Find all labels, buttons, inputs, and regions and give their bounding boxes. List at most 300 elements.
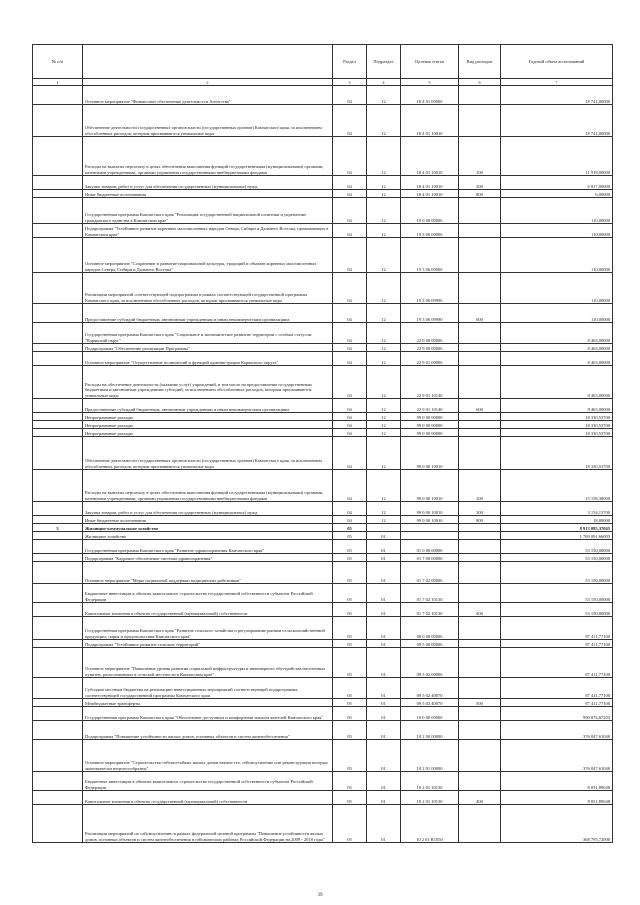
row-expense-type <box>459 772 501 791</box>
row-name: Субсидии местным бюджетам на реализацию инвестиционных мероприятий соответствующей подпрограммы соответствующей государственной программы Камчатского края <box>83 678 333 699</box>
row-amount: 8 463,00000 <box>501 366 613 399</box>
table-row <box>33 323 613 344</box>
header-no: № п/п <box>33 45 83 79</box>
row-amount: 8 913 085,37045 <box>501 524 613 532</box>
row-razdel: 05 <box>333 648 367 678</box>
row-amount: 6,00000 <box>501 190 613 198</box>
row-amount: 53 150,00000 <box>501 584 613 603</box>
row-podrazdel: 01 <box>367 584 401 603</box>
row-amount: 990 074,67203 <box>501 707 613 721</box>
row-expense-type: 600 <box>459 399 501 413</box>
row-name: Подпрограмма "Устойчивое развитие коренных малочисленных народов Севера, Сибири и Дальнего Востока, проживающих в Камчатском крае" <box>83 224 333 238</box>
table-row <box>33 603 613 617</box>
row-target-article: 09 5 02 00000 <box>401 648 459 678</box>
column-index-row <box>33 79 613 86</box>
row-expense-type <box>459 323 501 344</box>
row-expense-type <box>459 540 501 554</box>
row-name: Предоставление субсидий бюджетным, автономным учреждениям и иным некоммерческим организациям <box>83 304 333 323</box>
row-expense-type: 100 <box>459 470 501 502</box>
column-index: 7 <box>501 79 613 86</box>
row-razdel: 04 <box>333 421 367 429</box>
table-row <box>33 617 613 640</box>
header-target-article: Целевая статья <box>401 45 459 79</box>
row-target-article: 22 9 01 00000 <box>401 352 459 366</box>
row-expense-type <box>459 238 501 273</box>
table-row <box>33 176 613 190</box>
row-target-article: 10 2 01 R1050 <box>401 805 459 843</box>
row-number <box>33 516 83 524</box>
row-expense-type <box>459 584 501 603</box>
row-amount: 8 463,00000 <box>501 399 613 413</box>
row-podrazdel: 12 <box>367 437 401 470</box>
row-number <box>33 399 83 413</box>
row-name: Основное мероприятие "Повышение уровня развития социальной инфраструктуры и инженерного обустройства населенных пунктов, расположенных в сельской местности в Камчатском крае" <box>83 648 333 678</box>
row-number <box>33 304 83 323</box>
row-podrazdel: 12 <box>367 421 401 429</box>
row-name: Предоставление субсидий бюджетным, автономным учреждениям и иным некоммерческим организациям <box>83 399 333 413</box>
table-row <box>33 554 613 562</box>
row-expense-type: 200 <box>459 502 501 516</box>
table-row <box>33 86 613 105</box>
row-target-article: 22 9 00 00000 <box>401 344 459 352</box>
row-number <box>33 366 83 399</box>
row-expense-type <box>459 554 501 562</box>
row-target-article: 10 2 00 00000 <box>401 721 459 740</box>
row-podrazdel: 12 <box>367 176 401 190</box>
row-target-article: 99 0 00 00000 <box>401 429 459 437</box>
row-podrazdel: 12 <box>367 273 401 304</box>
row-expense-type: 800 <box>459 190 501 198</box>
table-row <box>33 366 613 399</box>
row-podrazdel: 12 <box>367 238 401 273</box>
row-expense-type <box>459 344 501 352</box>
budget-table <box>32 44 613 843</box>
row-expense-type: 400 <box>459 603 501 617</box>
row-target-article: 22 9 01 10140 <box>401 399 459 413</box>
row-number <box>33 352 83 366</box>
table-row <box>33 399 613 413</box>
row-expense-type <box>459 86 501 105</box>
row-amount: 110,00000 <box>501 198 613 224</box>
row-number <box>33 502 83 516</box>
row-amount: 87 411,77100 <box>501 678 613 699</box>
row-name: Непрограммные расходы <box>83 421 333 429</box>
row-number <box>33 699 83 707</box>
row-razdel: 05 <box>333 740 367 772</box>
row-amount: 110,00000 <box>501 273 613 304</box>
row-number <box>33 429 83 437</box>
row-target-article: 18 4 01 10010 <box>401 176 459 190</box>
row-podrazdel: 01 <box>367 678 401 699</box>
row-name: Иные бюджетные ассигнования <box>83 516 333 524</box>
row-amount: 53 150,00000 <box>501 603 613 617</box>
row-name: Основное мероприятие "Меры социальной поддержки медицинских работников" <box>83 562 333 584</box>
row-amount: 368 795,72000 <box>501 805 613 843</box>
row-podrazdel: 12 <box>367 304 401 323</box>
row-expense-type <box>459 437 501 470</box>
row-expense-type <box>459 532 501 540</box>
row-podrazdel: 12 <box>367 516 401 524</box>
table-row <box>33 584 613 603</box>
row-razdel: 04 <box>333 399 367 413</box>
row-amount: 3 154,15700 <box>501 502 613 516</box>
table-row <box>33 648 613 678</box>
row-expense-type <box>459 224 501 238</box>
row-name: Основное мероприятие "Финансовое обеспечение деятельности Агентства" <box>83 86 333 105</box>
row-number <box>33 617 83 640</box>
row-amount: 8 463,00000 <box>501 344 613 352</box>
row-target-article: 08 0 00 00000 <box>401 617 459 640</box>
row-target-article: 99 0 00 10010 <box>401 437 459 470</box>
row-razdel: 05 <box>333 699 367 707</box>
row-name: Капитальные вложения в объекты государственной (муниципальной) собственности <box>83 791 333 805</box>
row-name: Обеспечение деятельности государственных органов власти (государственных органов) Камчатского края, за исключением обособленных расходов, которым присваиваются уникальные коды <box>83 437 333 470</box>
row-target-article: 18 4 01 10010 <box>401 190 459 198</box>
row-expense-type <box>459 366 501 399</box>
row-amount: 6 817,00000 <box>501 176 613 190</box>
row-name: Закупка товаров, работ и услуг для обеспечения государственных (муниципальных) нужд <box>83 502 333 516</box>
row-amount: 18 330,53700 <box>501 413 613 421</box>
row-target-article: 01 0 00 00000 <box>401 540 459 554</box>
row-razdel: 04 <box>333 224 367 238</box>
row-amount: 53 150,00000 <box>501 540 613 554</box>
row-podrazdel: 12 <box>367 344 401 352</box>
row-podrazdel: 12 <box>367 429 401 437</box>
row-amount: 110,00000 <box>501 238 613 273</box>
row-razdel: 04 <box>333 502 367 516</box>
row-amount: 15 158,38000 <box>501 470 613 502</box>
row-razdel: 05 <box>333 540 367 554</box>
row-target-article: 01 7 00 00000 <box>401 554 459 562</box>
row-podrazdel: 01 <box>367 707 401 721</box>
table-row <box>33 224 613 238</box>
row-podrazdel: 12 <box>367 137 401 176</box>
row-target-article <box>401 532 459 540</box>
row-podrazdel: 01 <box>367 772 401 791</box>
row-podrazdel: 01 <box>367 532 401 540</box>
table-row <box>33 721 613 740</box>
row-target-article: 99 0 00 00000 <box>401 413 459 421</box>
row-razdel: 04 <box>333 344 367 352</box>
row-number <box>33 707 83 721</box>
row-number <box>33 323 83 344</box>
row-target-article: 18 4 01 10010 <box>401 105 459 137</box>
row-name: Реализация мероприятий по сейсмоусилению в рамках федеральной целевой программы "Повышение устойчивости жилых домов, основных объектов и систем жизнеобеспечения в сейсмических районах Российской Федерации на 2009 - 2018 годы" <box>83 805 333 843</box>
row-amount: 53 150,00000 <box>501 554 613 562</box>
row-expense-type <box>459 805 501 843</box>
row-target-article: 10 0 00 00000 <box>401 707 459 721</box>
header-razdel: Раздел <box>333 45 367 79</box>
row-target-article: 19 0 00 00000 <box>401 198 459 224</box>
row-name: Обеспечение деятельности государственных органов власти (государственных органов) Камчатского края, за исключением обособленных расходов, которым присваиваются уникальные коды <box>83 105 333 137</box>
row-number <box>33 540 83 554</box>
row-target-article: 18 4 01 10010 <box>401 137 459 176</box>
header-expense-type: Вид расходов <box>459 45 501 79</box>
row-podrazdel: 12 <box>367 366 401 399</box>
row-expense-type <box>459 413 501 421</box>
row-podrazdel: 12 <box>367 86 401 105</box>
row-target-article: 99 0 00 10010 <box>401 516 459 524</box>
table-row <box>33 502 613 516</box>
row-expense-type <box>459 524 501 532</box>
row-number <box>33 198 83 224</box>
row-razdel: 04 <box>333 198 367 224</box>
row-number <box>33 603 83 617</box>
row-razdel: 05 <box>333 524 367 532</box>
row-amount: 18 741,00000 <box>501 86 613 105</box>
table-row <box>33 352 613 366</box>
row-amount: 18 330,53700 <box>501 429 613 437</box>
header-podrazdel: Подраздел <box>367 45 401 79</box>
table-row <box>33 640 613 648</box>
row-expense-type: 600 <box>459 304 501 323</box>
row-amount: 110,00000 <box>501 304 613 323</box>
row-podrazdel: 01 <box>367 554 401 562</box>
row-podrazdel: 01 <box>367 603 401 617</box>
row-target-article: 19 3 00 00000 <box>401 224 459 238</box>
row-expense-type <box>459 640 501 648</box>
row-name: Непрограммные расходы <box>83 413 333 421</box>
row-target-article: 99 0 00 10010 <box>401 470 459 502</box>
row-podrazdel: 12 <box>367 502 401 516</box>
row-number <box>33 640 83 648</box>
row-number <box>33 176 83 190</box>
row-name: Непрограммные расходы <box>83 429 333 437</box>
row-razdel: 04 <box>333 273 367 304</box>
row-razdel: 05 <box>333 532 367 540</box>
row-target-article: 19 3 06 09990 <box>401 304 459 323</box>
row-expense-type <box>459 273 501 304</box>
table-row <box>33 137 613 176</box>
row-razdel: 05 <box>333 562 367 584</box>
row-name: Государственная программа Камчатского края "Развитие здравоохранения Камчатского края" <box>83 540 333 554</box>
row-expense-type: 200 <box>459 176 501 190</box>
table-header-row <box>33 45 613 79</box>
row-amount: 87 411,77100 <box>501 640 613 648</box>
row-expense-type <box>459 617 501 640</box>
row-target-article: 18 4 01 00000 <box>401 86 459 105</box>
table-row <box>33 740 613 772</box>
row-name: Межбюджетные трансферты <box>83 699 333 707</box>
row-podrazdel: 01 <box>367 648 401 678</box>
row-name: Государственная программа Камчатского края "Обеспечение доступным и комфортным жильем жителей Камчатского края" <box>83 707 333 721</box>
row-number <box>33 721 83 740</box>
row-podrazdel <box>367 524 401 532</box>
row-target-article: 09 5 02 40070 <box>401 699 459 707</box>
row-expense-type <box>459 352 501 366</box>
row-target-article: 22 9 01 10140 <box>401 366 459 399</box>
row-number <box>33 532 83 540</box>
row-razdel: 04 <box>333 352 367 366</box>
row-razdel: 04 <box>333 176 367 190</box>
row-number <box>33 105 83 137</box>
row-podrazdel: 01 <box>367 805 401 843</box>
row-number <box>33 86 83 105</box>
row-amount: 8 051,89048 <box>501 772 613 791</box>
row-target-article: 19 3 06 00000 <box>401 238 459 273</box>
row-target-article: 99 0 00 00000 <box>401 421 459 429</box>
row-number <box>33 413 83 421</box>
row-expense-type: 400 <box>459 791 501 805</box>
table-row <box>33 524 613 532</box>
row-razdel: 05 <box>333 678 367 699</box>
row-target-article: 01 7 02 10130 <box>401 584 459 603</box>
row-razdel: 04 <box>333 304 367 323</box>
row-podrazdel: 01 <box>367 562 401 584</box>
table-row <box>33 516 613 524</box>
row-expense-type <box>459 429 501 437</box>
row-number <box>33 238 83 273</box>
table-row <box>33 105 613 137</box>
row-podrazdel: 12 <box>367 323 401 344</box>
row-razdel: 04 <box>333 323 367 344</box>
row-amount: 87 411,77100 <box>501 699 613 707</box>
row-number <box>33 137 83 176</box>
row-amount: 1 769 091,66003 <box>501 532 613 540</box>
row-amount: 8 051,89048 <box>501 791 613 805</box>
row-expense-type <box>459 707 501 721</box>
row-podrazdel: 12 <box>367 470 401 502</box>
row-target-article: 19 3 06 09990 <box>401 273 459 304</box>
row-razdel: 04 <box>333 238 367 273</box>
row-target-article: 09 5 00 00000 <box>401 640 459 648</box>
row-name: Закупка товаров, работ и услуг для обеспечения государственных (муниципальных) нужд <box>83 176 333 190</box>
row-number <box>33 740 83 772</box>
row-number <box>33 470 83 502</box>
table-row <box>33 304 613 323</box>
column-index: 3 <box>333 79 367 86</box>
column-index: 1 <box>33 79 83 86</box>
row-number <box>33 805 83 843</box>
row-target-article: 10 2 01 00000 <box>401 740 459 772</box>
row-number <box>33 437 83 470</box>
row-razdel: 04 <box>333 429 367 437</box>
row-amount: 18 330,53700 <box>501 421 613 429</box>
row-target-article <box>401 524 459 532</box>
row-target-article: 01 7 02 10130 <box>401 603 459 617</box>
row-target-article: 10 2 01 10130 <box>401 772 459 791</box>
row-podrazdel: 12 <box>367 190 401 198</box>
row-name: Бюджетные инвестиции в объекты капитального строительства государственной собственности субъектов Российской Федерации <box>83 584 333 603</box>
row-podrazdel: 01 <box>367 699 401 707</box>
row-name: Расходы на выплаты персоналу в целях обеспечения выполнения функций государственными (муниципальными) органами, казенными учреждениями, органами управления государственными внебюджетными фондами <box>83 470 333 502</box>
table-row <box>33 562 613 584</box>
table-row <box>33 429 613 437</box>
row-amount: 110,00000 <box>501 224 613 238</box>
row-number <box>33 273 83 304</box>
row-podrazdel: 12 <box>367 198 401 224</box>
table-row <box>33 437 613 470</box>
row-razdel: 04 <box>333 366 367 399</box>
row-target-article: 22 0 00 00000 <box>401 323 459 344</box>
row-razdel: 05 <box>333 603 367 617</box>
table-row <box>33 413 613 421</box>
row-expense-type <box>459 105 501 137</box>
row-podrazdel: 01 <box>367 540 401 554</box>
row-expense-type <box>459 678 501 699</box>
table-row <box>33 540 613 554</box>
row-amount: 18,00000 <box>501 516 613 524</box>
row-number <box>33 678 83 699</box>
column-index: 4 <box>367 79 401 86</box>
header-annual-volume: Годовой объем ассигнований <box>501 45 613 79</box>
document-page <box>32 44 612 843</box>
row-target-article: 10 2 01 10130 <box>401 791 459 805</box>
row-number <box>33 648 83 678</box>
row-name: Основное мероприятие "Осуществление полномочий и функций администрации Корякского округа" <box>83 352 333 366</box>
table-row <box>33 805 613 843</box>
row-number <box>33 421 83 429</box>
table-row <box>33 699 613 707</box>
row-name: Основное мероприятие "Сохранение и развитие национальной культуры, традиций и обычаев коренных малочисленных народов Севера, Сибири и Дальнего Востока" <box>83 238 333 273</box>
row-name: Иные бюджетные ассигнования <box>83 190 333 198</box>
row-expense-type <box>459 648 501 678</box>
table-row <box>33 421 613 429</box>
column-index: 2 <box>83 79 333 86</box>
row-razdel: 05 <box>333 805 367 843</box>
row-target-article: 99 0 00 10010 <box>401 502 459 516</box>
row-razdel: 04 <box>333 86 367 105</box>
row-number <box>33 584 83 603</box>
row-razdel: 04 <box>333 516 367 524</box>
row-number <box>33 344 83 352</box>
row-razdel: 04 <box>333 105 367 137</box>
row-name: Капитальные вложения в объекты государственной (муниципальной) собственности <box>83 603 333 617</box>
row-amount: 18 330,53700 <box>501 437 613 470</box>
row-razdel: 05 <box>333 772 367 791</box>
row-number <box>33 190 83 198</box>
column-index: 5 <box>401 79 459 86</box>
table-row <box>33 532 613 540</box>
row-number: 5 <box>33 524 83 532</box>
row-expense-type <box>459 740 501 772</box>
row-podrazdel: 01 <box>367 791 401 805</box>
row-podrazdel: 12 <box>367 105 401 137</box>
row-name: Расходы на обеспечение деятельности (оказание услуг) учреждений, в том числе на предоставление государственным бюджетным и автономным учреждениям субсидий, за исключением обособленных расходов, которым присваиваются уникальные коды <box>83 366 333 399</box>
row-amount: 11 918,00000 <box>501 137 613 176</box>
row-podrazdel: 01 <box>367 617 401 640</box>
table-row <box>33 273 613 304</box>
row-name: Подпрограмма "Кадровое обеспечение системы здравоохранения" <box>83 554 333 562</box>
row-podrazdel: 12 <box>367 413 401 421</box>
row-amount: 53 150,00000 <box>501 562 613 584</box>
row-name: Жилищно-коммунальное хозяйство <box>83 524 333 532</box>
page-number: 39 <box>317 893 323 898</box>
row-podrazdel: 12 <box>367 224 401 238</box>
row-name: Реализация мероприятий соответствующей подпрограммы в рамках соответствующей государственной программы Камчатского края, за исключением обособленных расходов, которым присваиваются уникальные коды <box>83 273 333 304</box>
table-row <box>33 791 613 805</box>
row-name: Жилищное хозяйство <box>83 532 333 540</box>
row-number <box>33 562 83 584</box>
row-razdel: 04 <box>333 190 367 198</box>
row-podrazdel: 01 <box>367 640 401 648</box>
row-expense-type <box>459 421 501 429</box>
row-razdel: 05 <box>333 707 367 721</box>
table-row <box>33 238 613 273</box>
row-name: Расходы на выплаты персоналу в целях обеспечения выполнения функций государственными (муниципальными) органами, казенными учреждениями, органами управления государственными внебюджетными фондами <box>83 137 333 176</box>
row-number <box>33 772 83 791</box>
row-razdel: 05 <box>333 640 367 648</box>
row-amount: 376 847,61048 <box>501 721 613 740</box>
header-name <box>83 45 333 79</box>
row-number <box>33 791 83 805</box>
row-razdel: 04 <box>333 137 367 176</box>
row-expense-type: 500 <box>459 699 501 707</box>
table-row <box>33 707 613 721</box>
row-razdel: 05 <box>333 791 367 805</box>
row-expense-type <box>459 198 501 224</box>
row-amount: 8 463,00000 <box>501 352 613 366</box>
